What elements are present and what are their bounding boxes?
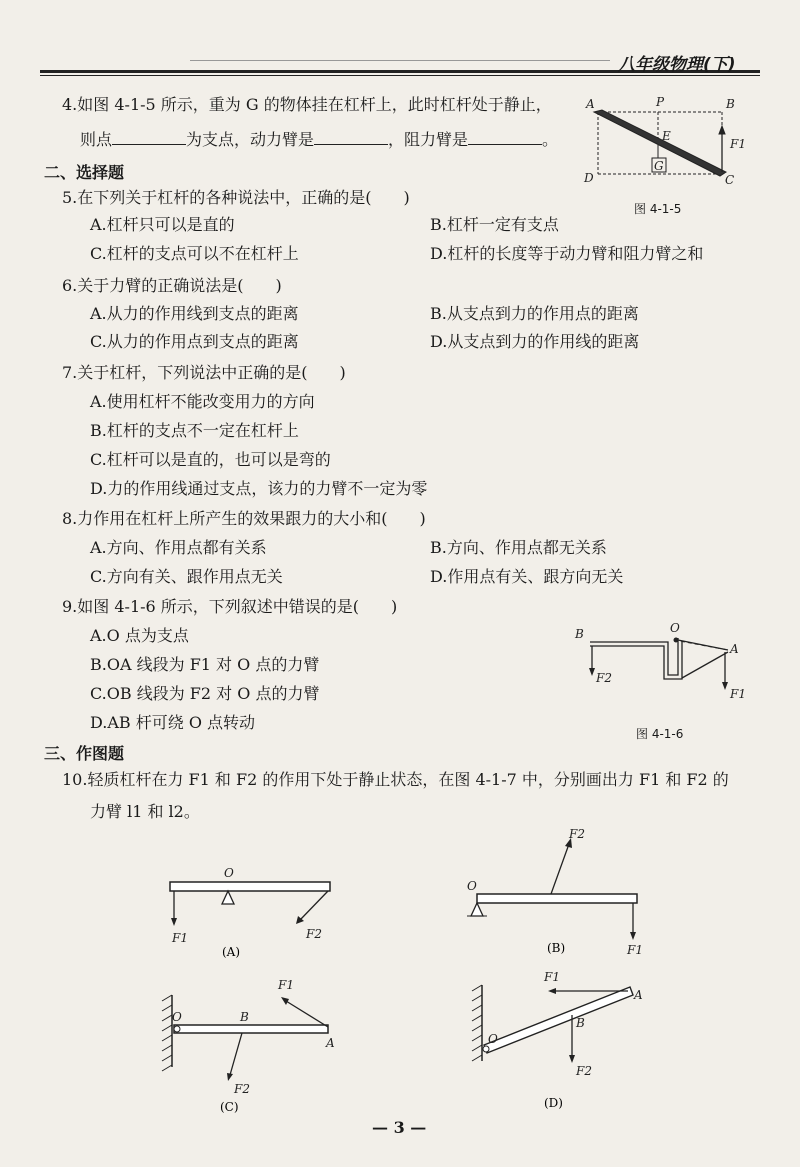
fig417d-caption: (D) <box>544 1096 563 1110</box>
fig415-label-g: G <box>654 159 664 173</box>
figure-4-1-5 <box>580 92 760 217</box>
fig415-label-d: D <box>584 171 594 185</box>
fig417c-label-f2: F2 <box>234 1082 250 1096</box>
fig417d-label-f2: F2 <box>576 1064 592 1078</box>
fig417a-caption: (A) <box>222 945 241 959</box>
fig415-label-c: C <box>725 173 735 187</box>
q6-option-c[interactable]: C.从力的作用点到支点的距离 <box>90 332 299 351</box>
figure-4-1-7-d <box>470 965 660 1115</box>
q8-stem: 8.力作用在杠杆上所产生的效果跟力的大小和( ) <box>62 509 426 528</box>
fig415-label-b: B <box>726 97 735 111</box>
fig417c-caption: (C) <box>220 1100 239 1114</box>
q5-stem: 5.在下列关于杠杆的各种说法中，正确的是( ) <box>62 188 410 207</box>
q4-text-2: 为支点，动力臂是 <box>186 130 315 149</box>
q4-text-1: 则点 <box>80 130 113 149</box>
figure-4-1-6 <box>570 620 760 710</box>
fig416-caption: 图 4-1-6 <box>636 727 684 741</box>
q7-option-d[interactable]: D.力的作用线通过支点，该力的力臂不一定为零 <box>90 479 428 498</box>
q8-option-a[interactable]: A.方向、作用点都有关系 <box>90 538 267 557</box>
fig417d-label-a: A <box>634 988 643 1002</box>
q7-option-b[interactable]: B.杠杆的支点不一定在杠杆上 <box>90 421 299 440</box>
q9-stem: 9.如图 4-1-6 所示，下列叙述中错误的是( ) <box>62 597 398 616</box>
q8-option-c[interactable]: C.方向有关、跟作用点无关 <box>90 567 283 586</box>
q4-line1: 4.如图 4-1-5 所示，重为 G 的物体挂在杠杆上，此时杠杆处于静止， <box>62 95 552 114</box>
fig417b-caption: (B) <box>547 941 566 955</box>
fig417c-label-a: A <box>326 1036 335 1050</box>
fig417d-label-o: O <box>488 1032 498 1046</box>
fig415-label-f1: F1 <box>730 137 746 151</box>
fig416-label-a: A <box>730 642 739 656</box>
fig417b-label-f2: F2 <box>569 828 585 841</box>
q6-stem: 6.关于力臂的正确说法是( ) <box>62 276 282 295</box>
q9-option-a[interactable]: A.O 点为支点 <box>90 626 189 645</box>
fig417a-label-o: O <box>224 866 234 880</box>
q6-option-d[interactable]: D.从支点到力的作用线的距离 <box>430 332 640 351</box>
q9-option-d[interactable]: D.AB 杆可绕 O 点转动 <box>90 713 256 732</box>
q4-blank-pivot[interactable] <box>112 128 186 145</box>
fig416-label-f2: F2 <box>596 671 612 685</box>
q4-blank-load-arm[interactable] <box>468 128 542 145</box>
q9-option-b[interactable]: B.OA 线段为 F1 对 O 点的力臂 <box>90 655 320 674</box>
q7-stem: 7.关于杠杆，下列说法中正确的是( ) <box>62 363 346 382</box>
fig417a-label-f1: F1 <box>172 931 188 945</box>
fig417c-label-o: O <box>172 1010 182 1024</box>
fig415-label-a: A <box>586 97 595 111</box>
fig415-caption: 图 4-1-5 <box>634 202 682 216</box>
q5-option-a[interactable]: A.杠杆只可以是直的 <box>90 215 235 234</box>
header-rule-top <box>190 60 610 61</box>
figure-4-1-7-c <box>160 975 350 1125</box>
fig417b-label-f1: F1 <box>627 943 643 957</box>
header-title: 八年级物理(下) <box>618 55 736 75</box>
fig417b-label-o: O <box>467 879 477 893</box>
section-2-title: 二、选择题 <box>44 163 125 182</box>
page-number: — 3 — <box>372 1118 427 1137</box>
q7-option-a[interactable]: A.使用杠杆不能改变用力的方向 <box>90 392 315 411</box>
q10-line1: 10.轻质杠杆在力 F1 和 F2 的作用下处于静止状态，在图 4-1-7 中，分别画出力 F1 和 F2 的 <box>62 770 729 789</box>
fig415-label-p: P <box>656 95 665 109</box>
q7-option-c[interactable]: C.杠杆可以是直的，也可以是弯的 <box>90 450 331 469</box>
fig416-label-f1: F1 <box>730 687 746 701</box>
header-rule-thin <box>40 75 760 76</box>
figure-4-1-7-a <box>150 860 350 960</box>
fig417d-label-f1: F1 <box>544 970 560 984</box>
fig417c-label-f1: F1 <box>278 978 294 992</box>
fig417d-label-b: B <box>576 1016 585 1030</box>
q4-text-4: 。 <box>542 130 559 149</box>
fig415-label-e: E <box>662 129 671 143</box>
q6-option-b[interactable]: B.从支点到力的作用点的距离 <box>430 304 639 323</box>
q8-option-d[interactable]: D.作用点有关、跟方向无关 <box>430 567 624 586</box>
q4-text-3: ，阻力臂是 <box>388 130 469 149</box>
fig416-label-o: O <box>670 621 680 635</box>
fig416-label-b: B <box>575 627 584 641</box>
q5-option-c[interactable]: C.杠杆的支点可以不在杠杆上 <box>90 244 299 263</box>
fig417c-label-b: B <box>240 1010 249 1024</box>
q4-blank-effort-arm[interactable] <box>314 128 388 145</box>
q5-option-d[interactable]: D.杠杆的长度等于动力臂和阻力臂之和 <box>430 244 704 263</box>
q10-line2: 力臂 l1 和 l2。 <box>90 802 200 821</box>
q8-option-b[interactable]: B.方向、作用点都无关系 <box>430 538 607 557</box>
figure-4-1-7-b <box>455 828 655 960</box>
fig417a-label-f2: F2 <box>306 927 322 941</box>
section-3-title: 三、作图题 <box>44 744 125 763</box>
q6-option-a[interactable]: A.从力的作用线到支点的距离 <box>90 304 299 323</box>
q9-option-c[interactable]: C.OB 线段为 F2 对 O 点的力臂 <box>90 684 320 703</box>
q4-line2 <box>80 128 558 150</box>
q5-option-b[interactable]: B.杠杆一定有支点 <box>430 215 559 234</box>
